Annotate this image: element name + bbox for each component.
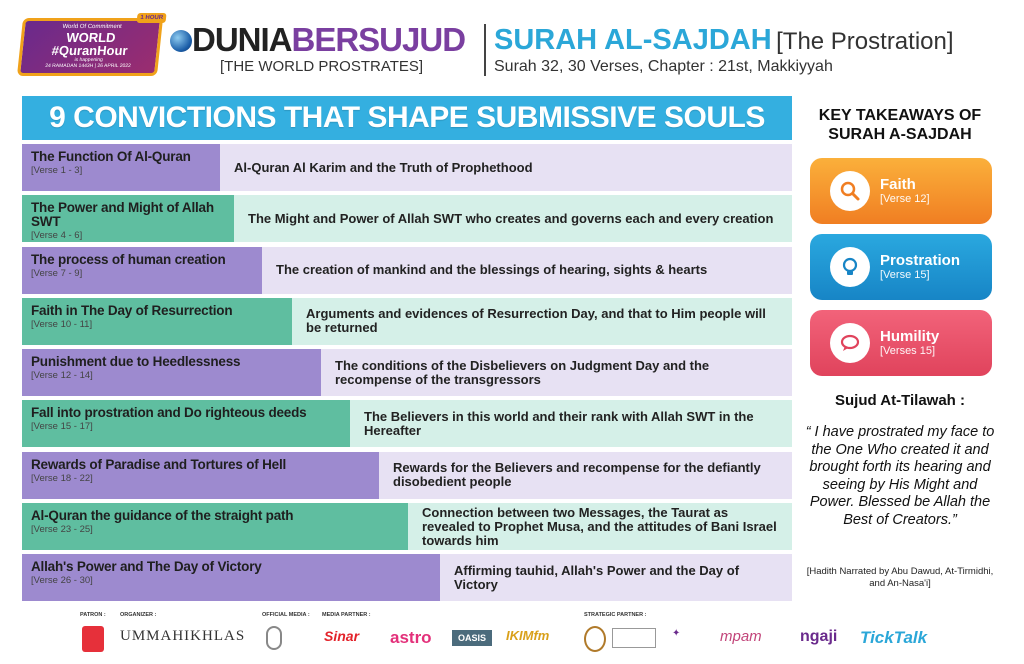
takeaway-title: Prostration [880,251,961,269]
conviction-row [22,195,792,242]
conviction-desc: Affirming tauhid, Allah's Power and the Day of Victory [440,554,792,601]
footer-label-media-partner: MEDIA PARTNER : [322,612,371,618]
patron-logo [82,626,104,652]
conviction-title: The Function Of Al-Quran [31,149,191,164]
sujud-title: Sujud At-Tilawah : [835,392,965,409]
strategic-partner-emblem: ✦ [672,628,681,639]
conviction-verse: [Verse 18 - 22] [31,472,93,484]
globe-icon [170,30,192,52]
badge-line2: WORLD [65,30,117,45]
conviction-title: Rewards of Paradise and Tortures of Hell [31,456,287,472]
badge-date: 24 RAMADAN 1443H | 26 APRIL 2022 [44,63,132,69]
conviction-label [22,195,234,242]
footer-label-patron: PATRON : [80,612,106,618]
conviction-verse: [Verse 1 - 3] [31,165,83,176]
conviction-title: Punishment due to Heedlessness [31,354,241,370]
conviction-verse: [Verse 4 - 6] [31,230,83,242]
conviction-desc: The conditions of the Disbelievers on Judgment Day and the recompense of the transgressors [321,349,792,396]
takeaway-card-prostration [810,234,992,300]
strategic-partner-seal [584,626,606,652]
main-banner: 9 CONVICTIONS THAT SHAPE SUBMISSIVE SOULS [22,96,792,140]
conviction-label [22,298,292,345]
conviction-label [22,144,220,191]
badge-line1: World Of Commitment [62,24,123,30]
brand-logo [192,22,465,58]
conviction-label [22,349,321,396]
hadith-narration: [Hadith Narrated by Abu Dawud, At-Tirmidhi, and An-Nasa'i] [806,566,994,589]
conviction-verse: [Verse 26 - 30] [31,575,93,587]
sinar-logo: Sinar [324,628,360,644]
mpam-logo: mpam [720,628,762,645]
conviction-title: Allah's Power and The Day of Victory [31,559,262,575]
takeaway-title: Humility [880,327,940,345]
surah-title [494,22,954,63]
conviction-row [22,144,792,191]
brand-part1: DUNIA [192,21,292,58]
conviction-label [22,400,350,447]
conviction-label [22,452,379,499]
badge-line3: #QuranHour [50,43,129,58]
ngaji-logo: ngaji [800,628,838,645]
lightbulb-icon [830,247,870,287]
badge-corner: 1 HOUR [137,13,167,23]
conviction-title: Al-Quran the guidance of the straight path [31,508,294,524]
conviction-desc: Rewards for the Believers and recompense for the defiantly disobedient people [379,452,792,499]
conviction-row [22,452,792,499]
takeaways-title: KEY TAKEAWAYS OF SURAH A-SAJDAH [818,107,982,143]
conviction-verse: [Verse 12 - 14] [31,370,93,382]
conviction-row [22,298,792,345]
conviction-desc: The creation of mankind and the blessings of hearing, sights & hearts [262,247,792,294]
event-badge [17,15,164,76]
ikim-logo: IKIMfm [506,628,550,643]
conviction-label [22,247,262,294]
conviction-row [22,554,792,601]
conviction-label [22,554,440,601]
conviction-desc: Arguments and evidences of Resurrection Day, and that to Him people will be returned [292,298,792,345]
strategic-partner-logo [612,628,656,648]
footer-label-official-media: OFFICIAL MEDIA : [262,612,310,618]
sujud-quote: “ I have prostrated my face to the One Who created it and brought forth its hearing and seeing by His Might and Power. Blessed be Allah the Best of Creators.” [805,424,995,528]
takeaway-card-humility [810,310,992,376]
conviction-title: The Power and Might of Allah SWT [31,200,214,230]
conviction-verse: [Verse 15 - 17] [31,421,93,433]
footer-labels [0,612,1024,624]
conviction-row [22,503,792,550]
conviction-desc: The Believers in this world and their rank with Allah SWT in the Hereafter [350,400,792,447]
conviction-desc: Al-Quran Al Karim and the Truth of Prophethood [220,144,792,191]
header-divider [484,24,486,76]
surah-translation: [The Prostration] [776,28,954,55]
ummahikhlas-logo: UMMAHIKHLAS [120,628,246,644]
conviction-verse: [Verse 7 - 9] [31,267,83,279]
partner-logos [0,624,1024,656]
speech-bubble-icon [830,323,870,363]
convictions-list [22,144,792,606]
conviction-desc: Connection between two Messages, the Taurat as revealed to Prophet Musa, and the attitudes of Bani Israel towards him [408,503,792,550]
takeaway-card-faith [810,158,992,224]
conviction-verse: [Verse 23 - 25] [31,524,93,536]
surah-info: Surah 32, 30 Verses, Chapter : 21st, Makkiyyah [494,58,833,75]
takeaway-verse: [Verses 15] [880,344,936,357]
conviction-label [22,503,408,550]
official-media-logo [266,626,282,650]
conviction-row [22,247,792,294]
search-icon [830,171,870,211]
ticktalk-logo: TickTalk [860,628,928,647]
conviction-title: Fall into prostration and Do righteous deeds [31,405,307,421]
conviction-desc: The Might and Power of Allah SWT who creates and governs each and every creation [234,195,792,242]
surah-name: SURAH AL-SAJDAH [494,24,772,56]
conviction-row [22,400,792,447]
brand-subtitle: [THE WORLD PROSTRATES] [220,58,424,75]
conviction-verse: [Verse 10 - 11] [31,318,93,330]
conviction-title: Faith in The Day of Resurrection [31,302,233,318]
footer-label-strategic-partner: STRATEGIC PARTNER : [584,612,647,618]
oasis-logo: OASIS [452,630,492,646]
brand-part2: BERSUJUD [291,21,466,58]
astro-logo: astro [390,628,432,647]
conviction-row [22,349,792,396]
takeaway-verse: [Verse 12] [880,192,930,205]
takeaway-title: Faith [880,175,916,193]
conviction-title: The process of human creation [31,251,226,267]
badge-line4: is happening [74,57,104,63]
footer-label-organizer: ORGANIZER : [120,612,157,618]
takeaway-verse: [Verse 15] [880,268,930,281]
